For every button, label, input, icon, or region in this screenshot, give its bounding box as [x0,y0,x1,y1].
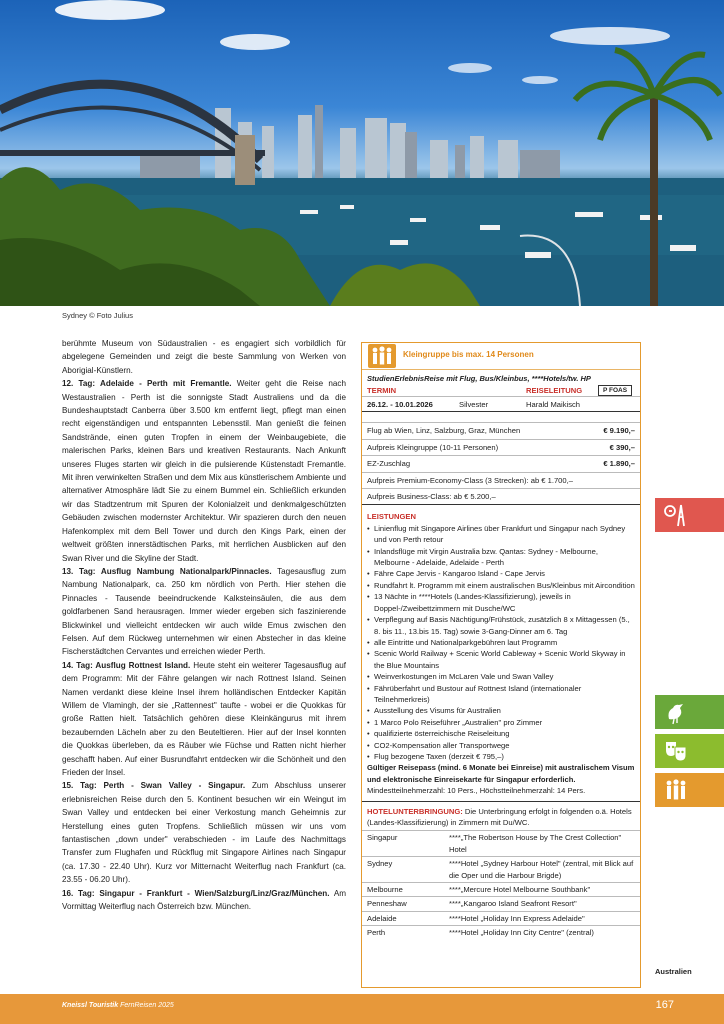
termin-header-row [362,384,640,397]
list-item: • Ausstellung des Visums für Australien [367,705,635,716]
footer-brand [62,1002,174,1009]
culture-tab[interactable] [655,498,724,532]
price-row [362,456,640,472]
list-item: • Fähre Cape Jervis - Kangaroo Island - Cape Jervis [367,568,635,579]
list-item: • Inlandsflüge mit Virgin Australia bzw. Qantas: Sydney - Melbourne, Melbourne - Adelaide, Adelaide - Perth [367,546,635,569]
services-header: LEISTUNGEN [367,512,416,522]
region-label: Australien [655,967,692,976]
trip-info-box [361,342,641,988]
page-footer [0,994,724,1024]
day-16 [62,887,346,914]
hotel-name: ****Hotel „Holiday Inn Express Adelaide" [444,911,640,925]
list-item: • Scenic World Railway + Scenic World Cableway + Scenic World Skyway in the Blue Mountains [367,648,635,671]
table-row [362,857,640,883]
hotel-city: Penneshaw [362,897,444,911]
catalog-name: FernReisen 2025 [118,1002,174,1009]
list-item: • Linienflug mit Singapore Airlines über Frankfurt und Singapur nach Sydney und von Perth retour [367,523,635,546]
day-13-title: 13. Tag: Ausflug Nambung Nationalpark/Pinnacles. [62,566,272,576]
list-item: • alle Eintritte und Nationalparkgebühren laut Programm [367,637,635,648]
day-15 [62,779,346,886]
termin-row [362,397,640,412]
group-people-icon [368,344,396,368]
trip-note: Silvester [459,399,489,409]
theater-masks-icon [663,738,689,764]
participants-note: Mindestteilnehmerzahl: 10 Pers., Höchstteilnehmerzahl: 14 Pers. [367,786,586,796]
list-item: • Rundfahrt lt. Programm mit einem australischen Bus/Kleinbus mit Aircondition [367,580,635,591]
list-item: • 1 Marco Polo Reiseführer „Australien" pro Zimmer [367,717,635,728]
services-list [367,523,635,763]
page-number: 167 [655,999,674,1011]
brand-name: Kneissl Touristik [62,1002,119,1009]
box-header [362,343,640,370]
price-label: Flug ab Wien, Linz, Salzburg, Graz, München [367,426,521,436]
price-label: EZ-Zuschlag [367,459,411,469]
nature-tab[interactable] [655,695,724,729]
day-15-title: 15. Tag: Perth - Swan Valley - Singapur. [62,781,246,791]
day-14-title: 14. Tag: Ausflug Rottnest Island. [62,660,191,670]
price-value: € 1.890,– [603,459,635,469]
trip-date: 26.12. - 10.01.2026 [367,399,433,409]
table-row [362,911,640,925]
price-table [362,422,640,505]
services-section [362,505,640,796]
day-14 [62,659,346,780]
price-row [362,473,640,489]
tour-guide: Harald Maikisch [526,399,581,409]
hotel-header: HOTELUNTERBRINGUNG: [367,806,463,816]
day-13-text: Tagesausflug zum Nambung Nationalpark, ca. 250 km nördlich von Perth. Hier stehen die Pinnacles - Tausende beeindruckende Kalksteinsäulen, die aus dem goldfarbenen Sand herausragen. Immer wieder ergeben sich faszinierende Blickwinkel und vielleicht entdecken wir auch wilde Emus zwischen den Felsen. Auf dem Rückweg unternehmen wir einen Abstecher in das kleine Fischerstädtchen Cervantes und erreichen wieder Perth. [62,566,346,657]
hotel-section [362,801,640,831]
sydney-harbour-photo [0,0,724,306]
trip-subtitle: StudienErlebnisReise mit Flug, Bus/Kleinbus, ****Hotels/tw. HP [367,374,591,383]
itinerary-text [62,337,346,913]
day-15-text: Zum Abschluss unserer erlebnisreichen Reise durch den 5. Kontinent besuchen wir ein Weingut im Swan Valley und entdecken bei einer Verkostung manch Geheimnis zur Herstellung eines guten Tropfens. Schließlich müssen wir uns vom fantastischen „down under" verabschieden - im Laufe des Nachmittags Transfer zum Flughafen und Rückflug mit Singapore Airlines nach Singapur (ca. 17.30 - 22.40 Uhr). Kurz vor Mitternacht Weiterflug nach Frankfurt (ca. 23.55 - 06.20 Uhr). [62,781,346,885]
hotel-city: Sydney [362,857,444,883]
photo-caption: Sydney © Foto Julius [62,311,133,320]
day-14-text: Heute steht ein weiterer Tagesausflug auf dem Programm: Mit der Fähre gelangen wir nach Rottnest Island. Seinen Namen verdankt diese kleine Insel ihrem holländischen Entdecker Kapitän Willem de Vlamingh, der sie „Rattennest" taufte - wobei er die Quokkas für große Ratten hielt. Tatsächlich gehören diese Kleinkängurus mit ihrem bezaubernden Lächeln aber zu den Beuteltieren. Hier auf der Insel konnten die Quokkas überleben, da es Räuber wie Füchse und Ratten nicht hierher geschafft haben. Auf einer Busrundfahrt entdecken wir die Schönheit und den Frieden der Insel. [62,660,346,777]
day-12 [62,377,346,565]
theater-tab[interactable] [655,734,724,768]
table-row [362,883,640,897]
list-item: • Weinverkostungen im McLaren Vale und Swan Valley [367,671,635,682]
hero-photo [0,0,724,306]
day-12-title: 12. Tag: Adelaide - Perth mit Fremantle. [62,379,232,389]
table-row [362,897,640,911]
paragraph-intro: berühmte Museum von Südaustralien - es engagiert sich vorbildlich für abgelegene Gemeinden und zeigt die beste Sammlung von Werken von Aborigial-Künstlern. [62,339,346,375]
hotel-name: ****„Mercure Hotel Melbourne Southbank" [444,883,640,897]
list-item: • qualifizierte österreichische Reiseleitung [367,728,635,739]
day-13 [62,565,346,659]
hotel-city: Singapur [362,831,444,857]
price-row [362,440,640,456]
list-item: • Verpflegung auf Basis Nächtigung/Frühstück, zusätzlich 8 x Mittagessen (5., 8. bis 11., 13.bis 15. Tag) sowie 3-Gang-Dinner am 6. Tag [367,614,635,637]
hotel-city: Melbourne [362,883,444,897]
price-value: € 9.190,– [603,426,635,436]
termin-header: TERMIN [367,385,397,395]
price-row [362,489,640,505]
hotel-name: ****„Kangaroo Island Seafront Resort" [444,897,640,911]
price-label: Aufpreis Business-Class: ab € 5.200,– [367,492,496,502]
price-label: Aufpreis Premium-Economy-Class (3 Strecken): ab € 1.700,– [367,475,573,485]
price-row [362,423,640,439]
table-row [362,831,640,857]
hotel-name: ****Hotel „Holiday Inn City Centre" (zentral) [444,926,640,940]
list-item: • Fährüberfahrt und Bustour auf Rottnest Island (internationaler Teilnehmerkreis) [367,683,635,706]
hotel-intro: Die Unterbringung erfolgt in folgenden o.ä. Hotels (Landes-Klassifizierung) in Zimmern mit Du/WC. [367,806,632,827]
list-item: • CO2-Kompensation aller Transportwege [367,740,635,751]
bird-nature-icon [663,699,689,725]
group-people-icon [663,777,689,803]
price-label: Aufpreis Kleingruppe (10-11 Personen) [367,442,499,452]
price-value: € 390,– [609,442,635,452]
group-tab[interactable] [655,773,724,807]
hotel-table [362,830,640,939]
list-item: • 13 Nächte in ****Hotels (Landes-Klassifizierung), jeweils in Doppel-/Zweibettzimmern mit Dusche/WC [367,591,635,614]
hotel-name: ****„The Robertson House by The Crest Collection" Hotel [444,831,640,857]
table-row [362,926,640,940]
hotel-name: ****Hotel „Sydney Harbour Hotel" (zentral, mit Blick auf die Oper und die Harbour Brigde) [444,857,640,883]
day-12-text: Weiter geht die Reise nach Westaustralien - Perth ist die sonnigste Stadt Australiens und da die Bundeshauptstadt Canberra über 3.500 km entfernt liegt, pflegt man einen recht eigenständigen und entspannten Lebensstil. Man genießt die feinen Sandstrände, einen guten Tropfen in einem der Weinbaugebiete, die malerischen Parks, kleinen Bars und kreativen Restaurants. Nach Ankunft unseres Fluges starten wir gleich in die pulsierende Küstenstadt Fremantle. Mit ihren verwinkelten Straßen und dem Mix aus künstlerischem Ambiente und alternativer Atmosphäre lädt Sie zu einem Bummel ein. Schließlich erkunden wir das Stadtzentrum mit Spuren der Kolonialzeit und denkmalgeschützten Gebäuden zwischen modernster Architektur. Wir spazieren durch den neuen Hafenkomplex mit dem Bell Tower und durch den Kings Park, einen der weltweit größten innerstädtischen Parks, mit herrlichen Ausblicken auf den Swan River und die Skyline der Stadt. [62,379,346,563]
trip-code: P FOAS [598,385,632,396]
culture-tower-icon [663,502,689,528]
passport-note: Gültiger Reisepass (mind. 6 Monate bei Einreise) mit australischem Visum und elektronische Einreisekarte für Singapur erforderlich. [367,763,635,784]
day-16-text: Am Vormittag Weiterflug nach Österreich bzw. München. [62,888,347,912]
group-size-label: Kleingruppe bis max. 14 Personen [403,350,534,359]
list-item: • Flug bezogene Taxen (derzeit € 795,–) [367,751,635,762]
hotel-city: Adelaide [362,911,444,925]
hotel-city: Perth [362,926,444,940]
reiseleitung-header: REISELEITUNG [526,385,583,395]
day-16-title: 16. Tag: Singapur - Frankfurt - Wien/Salzburg/Linz/Graz/München. [62,888,330,898]
